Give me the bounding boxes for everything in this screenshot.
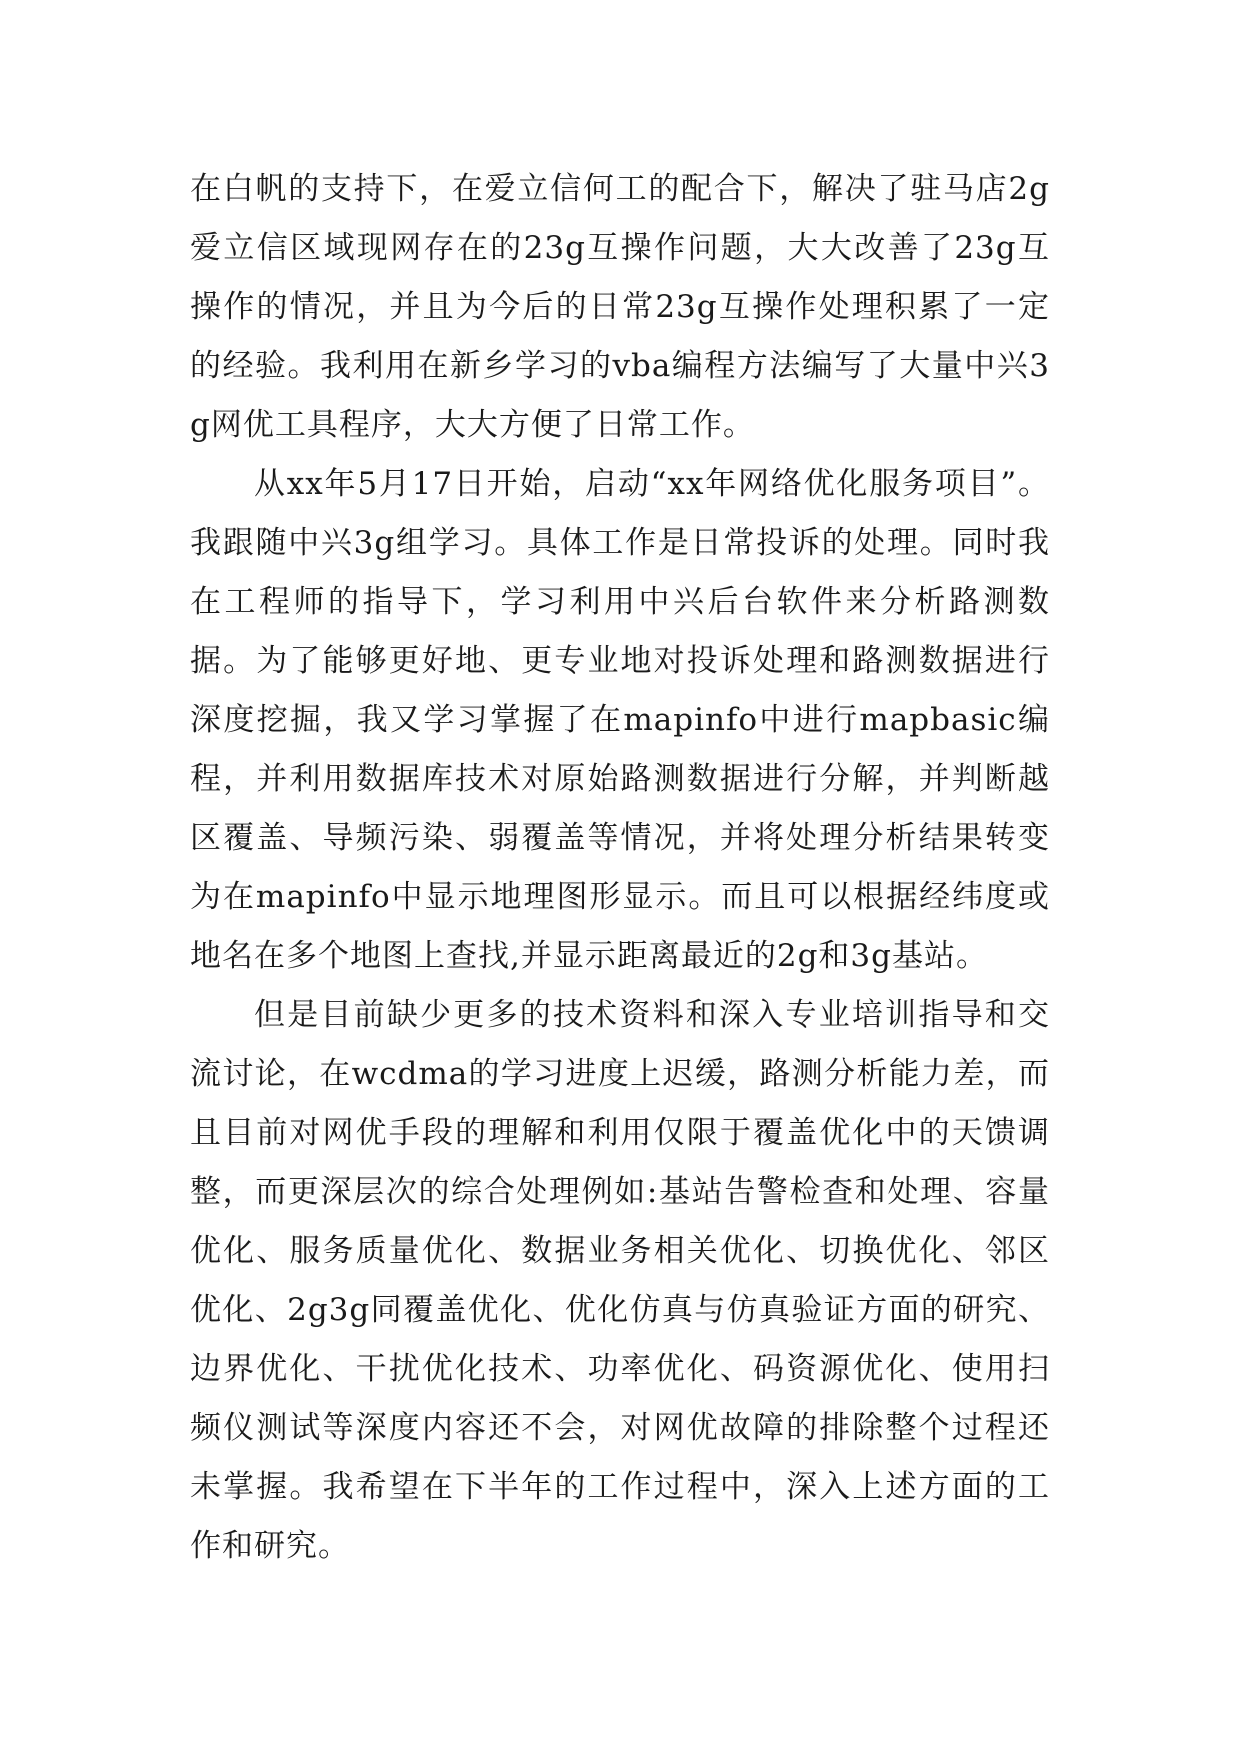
document-body: [190, 160, 1050, 1576]
paragraph-1: 在白帆的支持下，在爱立信何工的配合下，解决了驻马店2g爱立信区域现网存在的23g互操作问题，大大改善了23g互操作的情况，并且为今后的日常23g互操作处理积累了一定的经验。我利用在新乡学习的vba编程方法编写了大量中兴3g网优工具程序，大大方便了日常工作。: [190, 171, 1050, 443]
paragraph-3: 但是目前缺少更多的技术资料和深入专业培训指导和交流讨论，在wcdma的学习进度上迟缓，路测分析能力差，而且目前对网优手段的理解和利用仅限于覆盖优化中的天馈调整，而更深层次的综合处理例如:基站告警检查和处理、容量优化、服务质量优化、数据业务相关优化、切换优化、邻区优化、2g3g同覆盖优化、优化仿真与仿真验证方面的研究、边界优化、干扰优化技术、功率优化、码资源优化、使用扫频仪测试等深度内容还不会，对网优故障的排除整个过程还未掌握。我希望在下半年的工作过程中，深入上述方面的工作和研究。: [190, 997, 1050, 1564]
paragraph-2: 从xx年5月17日开始，启动“xx年网络优化服务项目”。 我跟随中兴3g组学习。具体工作是日常投诉的处理。同时我在工程师的指导下，学习利用中兴后台软件来分析路测数据。为了能够更好地、更专业地对投诉处理和路测数据进行深度挖掘，我又学习掌握了在mapinfo中进行mapbasic编程，并利用数据库技术对原始路测数据进行分解，并判断越区覆盖、导频污染、弱覆盖等情况，并将处理分析结果转变为在mapinfo中显示地理图形显示。而且可以根据经纬度或地名在多个地图上查找,并显示距离最近的2g和3g基站。: [190, 466, 1050, 974]
